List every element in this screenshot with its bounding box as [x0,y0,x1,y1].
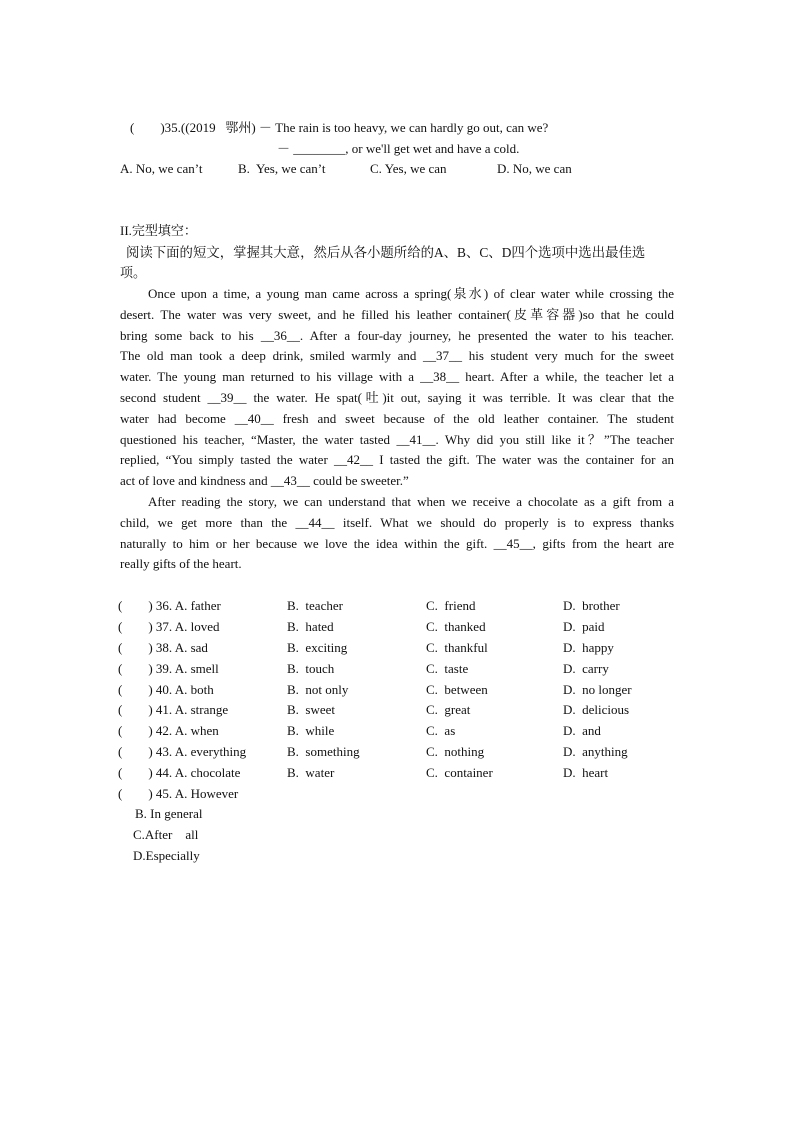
question-35-option-c: C. Yes, we can [370,161,447,176]
passage-line: child, we get more than the __44__ itself. What we should do properly is to express thanks [120,514,674,530]
question-44-option-c: C. container [426,765,493,780]
passage-line: The old man took a deep drink, smiled warmly and __37__ his student very much for the sweet [120,348,674,364]
question-43-option-b: B. something [287,744,360,759]
question-40-option-b: B. not only [287,682,349,697]
question-39-option-b: B. touch [287,661,335,676]
passage-line: desert. The water was very sweet, and he filled his leather container(皮革容器)so that he could [120,306,674,322]
passage-line: replied, “You simply tasted the water __42__ I tasted the gift. The water was the container for an [120,452,674,468]
question-39-option-c: C. taste [426,661,469,676]
question-35-response: － ________, or we'll get wet and have a cold. [277,141,520,156]
question-39-stem: ( ) 39. A. smell [118,661,219,676]
question-36-option-b: B. teacher [287,598,343,613]
passage-line: water. The young man returned to his village with a __38__ heart. After a while, the teacher let a [120,369,674,385]
question-42-option-d: D. and [563,723,601,738]
question-41-option-b: B. sweet [287,702,336,717]
question-35-option-d: D. No, we can [497,161,572,176]
question-42-stem: ( ) 42. A. when [118,723,219,738]
question-36-stem: ( ) 36. A. father [118,598,221,613]
question-37-option-d: D. paid [563,619,605,634]
question-37-option-b: B. hated [287,619,334,634]
question-41-option-c: C. great [426,702,471,717]
question-35-option-b: B. Yes, we can’t [238,161,326,176]
passage-line: act of love and kindness and __43__ could be sweeter.” [120,473,409,489]
question-45-option-b: B. In general [135,806,203,821]
question-40-stem: ( ) 40. A. both [118,682,214,697]
passage-line: After reading the story, we can understand that when we receive a chocolate as a gift from a [148,494,674,509]
passage-line: water had become __40__ fresh and sweet because of the old leather container. The student [120,410,674,426]
question-40-option-c: C. between [426,682,488,697]
question-44-stem: ( ) 44. A. chocolate [118,765,241,780]
question-35-stem: ( )35.((2019 鄂州) － The rain is too heavy, we can hardly go out, can we? [130,120,549,135]
passage-line: really gifts of the heart. [120,556,242,572]
question-37-stem: ( ) 37. A. loved [118,619,220,634]
passage-line: bring some back to his __36__. After a four-day journey, he presented the water to his teacher. [120,327,674,343]
question-44-option-b: B. water [287,765,335,780]
passage-line: second student __39__ the water. He spat(吐)it out, saying it was terrible. It was clear that the [120,389,674,405]
section-title: II.完型填空： [120,223,197,238]
question-45-option-d: D.Especially [133,848,200,863]
question-37-option-c: C. thanked [426,619,486,634]
question-43-stem: ( ) 43. A. everything [118,744,247,759]
question-45-stem: ( ) 45. A. However [118,786,239,801]
question-39-option-d: D. carry [563,661,609,676]
section-instruction-line-1: 阅读下面的短文，掌握其大意，然后从各小题所给的A、B、C、D四个选项中选出最佳选 [126,245,646,260]
question-38-option-b: B. exciting [287,640,348,655]
question-36-option-c: C. friend [426,598,476,613]
question-38-option-d: D. happy [563,640,614,655]
question-43-option-d: D. anything [563,744,628,759]
question-44-option-d: D. heart [563,765,609,780]
question-42-option-b: B. while [287,723,335,738]
question-42-option-c: C. as [426,723,456,738]
passage-paragraph-2 [120,492,674,575]
question-36-option-d: D. brother [563,598,620,613]
passage-paragraph-1 [120,284,674,492]
question-38-stem: ( ) 38. A. sad [118,640,208,655]
question-35-option-a: A. No, we can’t [120,161,203,176]
question-45-option-c: C.After all [133,827,199,842]
passage-line: questioned his teacher, “Master, the water tasted __41__. Why did you still like it？”The teacher [120,431,674,447]
question-43-option-c: C. nothing [426,744,485,759]
question-38-option-c: C. thankful [426,640,488,655]
question-40-option-d: D. no longer [563,682,632,697]
passage-line: Once upon a time, a young man came across a spring(泉水) of clear water while crossing the [148,286,674,301]
section-instruction-line-2: 项。 [120,265,147,280]
question-41-stem: ( ) 41. A. strange [118,702,229,717]
passage-line: naturally to him or her because we love the idea within the gift. __45__, gifts from the heart are [120,535,674,551]
question-41-option-d: D. delicious [563,702,630,717]
